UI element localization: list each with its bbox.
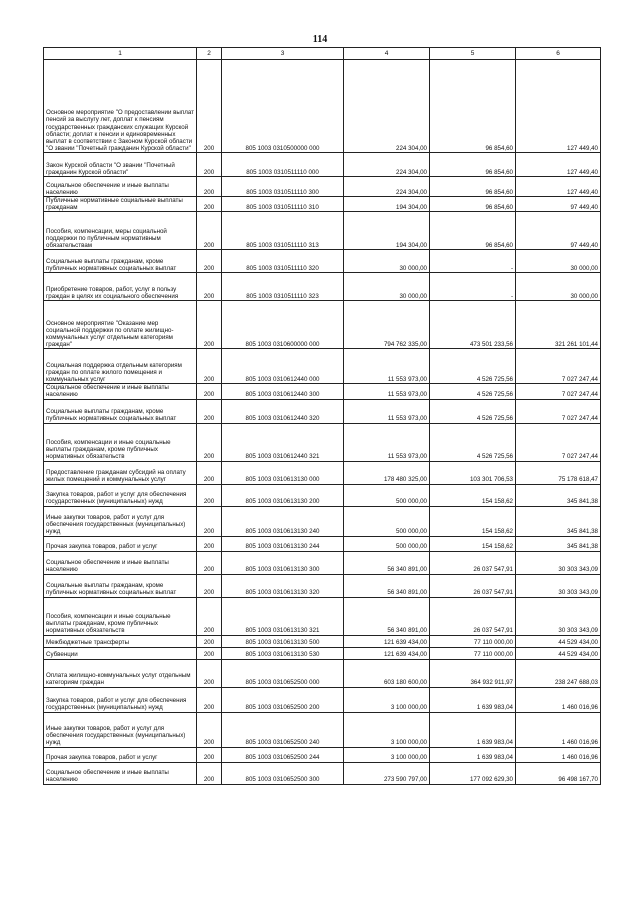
- row-executed-cell: 364 932 911,97: [430, 659, 516, 687]
- row-remaining-cell: 127 449,40: [516, 60, 601, 153]
- row-code-cell: 200: [197, 635, 222, 647]
- table-row: [44, 461, 601, 484]
- row-remaining-cell: 321 261 101,44: [516, 301, 601, 349]
- row-classification-cell: 805 1003 0310612440 000: [222, 349, 344, 384]
- table-row: [44, 536, 601, 551]
- row-name-cell: Межбюджетные трансферты: [44, 635, 197, 647]
- row-classification-cell: 805 1003 0310511110 320: [222, 250, 344, 273]
- table-row: [44, 301, 601, 349]
- row-name-cell: Пособия, компенсации и иные социальные выплаты гражданам, кроме публичных нормативных обязательств: [44, 597, 197, 635]
- column-header: 3: [222, 48, 344, 60]
- row-executed-cell: 96 854,60: [430, 60, 516, 153]
- row-code-cell: 200: [197, 153, 222, 177]
- row-classification-cell: 805 1003 0310613130 320: [222, 574, 344, 597]
- row-executed-cell: 77 110 000,00: [430, 635, 516, 647]
- row-name-cell: Оплата жилищно-коммунальных услуг отдельным категориям граждан: [44, 659, 197, 687]
- table-row: [44, 197, 601, 212]
- row-classification-cell: 805 1003 0310613130 500: [222, 635, 344, 647]
- row-remaining-cell: 7 027 247,44: [516, 399, 601, 423]
- row-code-cell: 200: [197, 212, 222, 250]
- row-executed-cell: 4 526 725,56: [430, 399, 516, 423]
- table-row: [44, 60, 601, 153]
- row-classification-cell: 805 1003 0310613130 244: [222, 536, 344, 551]
- row-amount-cell: 11 553 973,00: [344, 399, 430, 423]
- row-name-cell: Иные закупки товаров, работ и услуг для обеспечения государственных (муниципальных) нужд: [44, 712, 197, 747]
- row-classification-cell: 805 1003 0310612440 321: [222, 423, 344, 461]
- row-amount-cell: 224 304,00: [344, 60, 430, 153]
- row-executed-cell: 26 037 547,91: [430, 551, 516, 574]
- table-row: [44, 687, 601, 712]
- table-row: [44, 349, 601, 384]
- row-name-cell: Социальные выплаты гражданам, кроме публичных нормативных социальных выплат: [44, 250, 197, 273]
- row-executed-cell: 473 501 233,56: [430, 301, 516, 349]
- row-remaining-cell: 75 178 618,47: [516, 461, 601, 484]
- row-code-cell: 200: [197, 551, 222, 574]
- row-name-cell: Социальное обеспечение и иные выплаты населению: [44, 762, 197, 784]
- row-name-cell: Иные закупки товаров, работ и услуг для обеспечения государственных (муниципальных) нужд: [44, 506, 197, 536]
- row-amount-cell: 3 100 000,00: [344, 687, 430, 712]
- row-amount-cell: 500 000,00: [344, 536, 430, 551]
- row-name-cell: Публичные нормативные социальные выплаты гражданам: [44, 197, 197, 212]
- row-amount-cell: 30 000,00: [344, 273, 430, 301]
- row-code-cell: 200: [197, 597, 222, 635]
- row-remaining-cell: 1 460 016,96: [516, 687, 601, 712]
- row-code-cell: 200: [197, 399, 222, 423]
- row-name-cell: Социальное обеспечение и иные выплаты населению: [44, 551, 197, 574]
- row-amount-cell: 178 480 325,00: [344, 461, 430, 484]
- row-remaining-cell: 127 449,40: [516, 177, 601, 197]
- row-amount-cell: 11 553 973,00: [344, 423, 430, 461]
- row-classification-cell: 805 1003 0310511110 300: [222, 177, 344, 197]
- row-code-cell: 200: [197, 461, 222, 484]
- row-remaining-cell: 1 460 016,96: [516, 747, 601, 762]
- row-name-cell: Субвенции: [44, 647, 197, 659]
- row-amount-cell: 11 553 973,00: [344, 384, 430, 399]
- table-row: [44, 384, 601, 399]
- row-remaining-cell: 97 449,40: [516, 197, 601, 212]
- row-code-cell: 200: [197, 647, 222, 659]
- row-name-cell: Социальные выплаты гражданам, кроме публичных нормативных социальных выплат: [44, 399, 197, 423]
- row-remaining-cell: 44 529 434,00: [516, 635, 601, 647]
- row-amount-cell: 224 304,00: [344, 177, 430, 197]
- row-remaining-cell: 345 841,38: [516, 506, 601, 536]
- row-remaining-cell: 30 303 343,09: [516, 597, 601, 635]
- row-classification-cell: 805 1003 0310612440 300: [222, 384, 344, 399]
- row-remaining-cell: 97 449,40: [516, 212, 601, 250]
- row-name-cell: Закон Курской области "О звании "Почетный гражданин Курской области": [44, 153, 197, 177]
- row-amount-cell: 11 553 973,00: [344, 349, 430, 384]
- table-row: [44, 551, 601, 574]
- table-body: [44, 60, 601, 785]
- row-code-cell: 200: [197, 250, 222, 273]
- row-code-cell: 200: [197, 349, 222, 384]
- row-classification-cell: 805 1003 0310600000 000: [222, 301, 344, 349]
- row-classification-cell: 805 1003 0310613130 000: [222, 461, 344, 484]
- row-code-cell: 200: [197, 506, 222, 536]
- row-name-cell: Приобретение товаров, работ, услуг в пользу граждан в целях их социального обеспечения: [44, 273, 197, 301]
- row-classification-cell: 805 1003 0310613130 530: [222, 647, 344, 659]
- row-classification-cell: 805 1003 0310652500 244: [222, 747, 344, 762]
- row-amount-cell: 224 304,00: [344, 153, 430, 177]
- row-name-cell: Прочая закупка товаров, работ и услуг: [44, 536, 197, 551]
- row-executed-cell: 96 854,60: [430, 212, 516, 250]
- row-name-cell: Закупка товаров, работ и услуг для обеспечения государственных (муниципальных) нужд: [44, 484, 197, 506]
- row-classification-cell: 805 1003 0310652500 200: [222, 687, 344, 712]
- row-classification-cell: 805 1003 0310511110 313: [222, 212, 344, 250]
- row-code-cell: 200: [197, 423, 222, 461]
- row-amount-cell: 273 590 797,00: [344, 762, 430, 784]
- row-code-cell: 200: [197, 762, 222, 784]
- row-amount-cell: 121 639 434,00: [344, 635, 430, 647]
- table-row: [44, 574, 601, 597]
- row-executed-cell: 26 037 547,91: [430, 574, 516, 597]
- row-executed-cell: 4 526 725,56: [430, 423, 516, 461]
- row-amount-cell: 500 000,00: [344, 506, 430, 536]
- row-code-cell: 200: [197, 712, 222, 747]
- row-code-cell: 200: [197, 197, 222, 212]
- row-executed-cell: 154 158,62: [430, 484, 516, 506]
- row-executed-cell: 96 854,60: [430, 177, 516, 197]
- row-remaining-cell: 238 247 688,03: [516, 659, 601, 687]
- page-number: 114: [312, 34, 328, 45]
- row-executed-cell: 103 301 706,53: [430, 461, 516, 484]
- row-executed-cell: 96 854,60: [430, 153, 516, 177]
- column-header: 1: [44, 48, 197, 60]
- row-remaining-cell: 345 841,38: [516, 484, 601, 506]
- row-amount-cell: 30 000,00: [344, 250, 430, 273]
- row-name-cell: Пособия, компенсации и иные социальные выплаты гражданам, кроме публичных нормативных обязательств: [44, 423, 197, 461]
- row-remaining-cell: 7 027 247,44: [516, 423, 601, 461]
- row-classification-cell: 805 1003 0310612440 320: [222, 399, 344, 423]
- row-name-cell: Основное мероприятие "Оказание мер социальной поддержки по оплате жилищно-коммунальных услуг отдельным категориям граждан": [44, 301, 197, 349]
- row-name-cell: Основное мероприятие "О предоставлении выплат пенсий за выслугу лет, доплат к пенсиям государственных гражданских служащих Курской области; доплат к пенсии и единовременных выплат в соответствии с Законом Курской области "О звании "Почетный гражданин Курской области": [44, 60, 197, 153]
- row-code-cell: 200: [197, 177, 222, 197]
- row-remaining-cell: 30 000,00: [516, 273, 601, 301]
- row-name-cell: Прочая закупка товаров, работ и услуг: [44, 747, 197, 762]
- table-row: [44, 597, 601, 635]
- row-executed-cell: 1 639 983,04: [430, 712, 516, 747]
- table-row: [44, 153, 601, 177]
- row-classification-cell: 805 1003 0310613130 321: [222, 597, 344, 635]
- row-executed-cell: 1 639 983,04: [430, 687, 516, 712]
- table-row: [44, 177, 601, 197]
- row-amount-cell: 3 100 000,00: [344, 712, 430, 747]
- row-remaining-cell: 1 460 016,96: [516, 712, 601, 747]
- row-executed-cell: 154 158,62: [430, 506, 516, 536]
- row-name-cell: Социальные выплаты гражданам, кроме публичных нормативных социальных выплат: [44, 574, 197, 597]
- row-classification-cell: 805 1003 0310613130 300: [222, 551, 344, 574]
- row-amount-cell: 56 340 891,00: [344, 551, 430, 574]
- row-executed-cell: 96 854,60: [430, 197, 516, 212]
- row-remaining-cell: 127 449,40: [516, 153, 601, 177]
- column-header: 2: [197, 48, 222, 60]
- column-header: 4: [344, 48, 430, 60]
- table-row: [44, 250, 601, 273]
- row-name-cell: Предоставление гражданам субсидий на оплату жилых помещений и коммунальных услуг: [44, 461, 197, 484]
- row-code-cell: 200: [197, 687, 222, 712]
- row-amount-cell: 121 639 434,00: [344, 647, 430, 659]
- row-classification-cell: 805 1003 0310613130 200: [222, 484, 344, 506]
- budget-table: [43, 47, 601, 785]
- table-row: [44, 212, 601, 250]
- row-remaining-cell: 7 027 247,44: [516, 384, 601, 399]
- table-row: [44, 273, 601, 301]
- row-code-cell: 200: [197, 659, 222, 687]
- column-header: 6: [516, 48, 601, 60]
- row-name-cell: Пособия, компенсации, меры социальной поддержки по публичным нормативным обязательствам: [44, 212, 197, 250]
- row-name-cell: Социальная поддержка отдельным категориям граждан по оплате жилого помещения и коммунальных услуг: [44, 349, 197, 384]
- table-row: [44, 635, 601, 647]
- row-remaining-cell: 7 027 247,44: [516, 349, 601, 384]
- row-remaining-cell: 345 841,38: [516, 536, 601, 551]
- table-row: [44, 762, 601, 784]
- table-row: [44, 712, 601, 747]
- column-header: 5: [430, 48, 516, 60]
- row-remaining-cell: 44 529 434,00: [516, 647, 601, 659]
- row-executed-cell: 26 037 547,91: [430, 597, 516, 635]
- row-amount-cell: 56 340 891,00: [344, 597, 430, 635]
- row-classification-cell: 805 1003 0310652500 000: [222, 659, 344, 687]
- row-code-cell: 200: [197, 747, 222, 762]
- row-classification-cell: 805 1003 0310613130 240: [222, 506, 344, 536]
- row-code-cell: 200: [197, 273, 222, 301]
- row-name-cell: Социальное обеспечение и иные выплаты населению: [44, 177, 197, 197]
- row-code-cell: 200: [197, 536, 222, 551]
- table-row: [44, 399, 601, 423]
- row-executed-cell: -: [430, 250, 516, 273]
- row-classification-cell: 805 1003 0310511110 323: [222, 273, 344, 301]
- row-executed-cell: -: [430, 273, 516, 301]
- table-row: [44, 659, 601, 687]
- row-code-cell: 200: [197, 574, 222, 597]
- row-executed-cell: 154 158,62: [430, 536, 516, 551]
- table-row: [44, 423, 601, 461]
- row-remaining-cell: 96 498 167,70: [516, 762, 601, 784]
- row-executed-cell: 1 639 983,04: [430, 747, 516, 762]
- row-amount-cell: 794 762 335,00: [344, 301, 430, 349]
- row-remaining-cell: 30 303 343,09: [516, 551, 601, 574]
- row-code-cell: 200: [197, 60, 222, 153]
- table-row: [44, 506, 601, 536]
- row-amount-cell: 3 100 000,00: [344, 747, 430, 762]
- row-amount-cell: 603 180 600,00: [344, 659, 430, 687]
- row-code-cell: 200: [197, 301, 222, 349]
- row-classification-cell: 805 1003 0310652500 240: [222, 712, 344, 747]
- row-executed-cell: 4 526 725,56: [430, 384, 516, 399]
- header-row: [44, 48, 601, 60]
- row-amount-cell: 500 000,00: [344, 484, 430, 506]
- row-code-cell: 200: [197, 484, 222, 506]
- row-executed-cell: 4 526 725,56: [430, 349, 516, 384]
- table-row: [44, 747, 601, 762]
- row-amount-cell: 56 340 891,00: [344, 574, 430, 597]
- row-classification-cell: 805 1003 0310511110 310: [222, 197, 344, 212]
- row-code-cell: 200: [197, 384, 222, 399]
- row-remaining-cell: 30 000,00: [516, 250, 601, 273]
- row-amount-cell: 194 304,00: [344, 197, 430, 212]
- row-name-cell: Социальное обеспечение и иные выплаты населению: [44, 384, 197, 399]
- row-classification-cell: 805 1003 0310500000 000: [222, 60, 344, 153]
- row-remaining-cell: 30 303 343,09: [516, 574, 601, 597]
- row-executed-cell: 77 110 000,00: [430, 647, 516, 659]
- row-amount-cell: 194 304,00: [344, 212, 430, 250]
- table-row: [44, 647, 601, 659]
- row-name-cell: Закупка товаров, работ и услуг для обеспечения государственных (муниципальных) нужд: [44, 687, 197, 712]
- row-classification-cell: 805 1003 0310511110 000: [222, 153, 344, 177]
- row-executed-cell: 177 092 629,30: [430, 762, 516, 784]
- table-row: [44, 484, 601, 506]
- row-classification-cell: 805 1003 0310652500 300: [222, 762, 344, 784]
